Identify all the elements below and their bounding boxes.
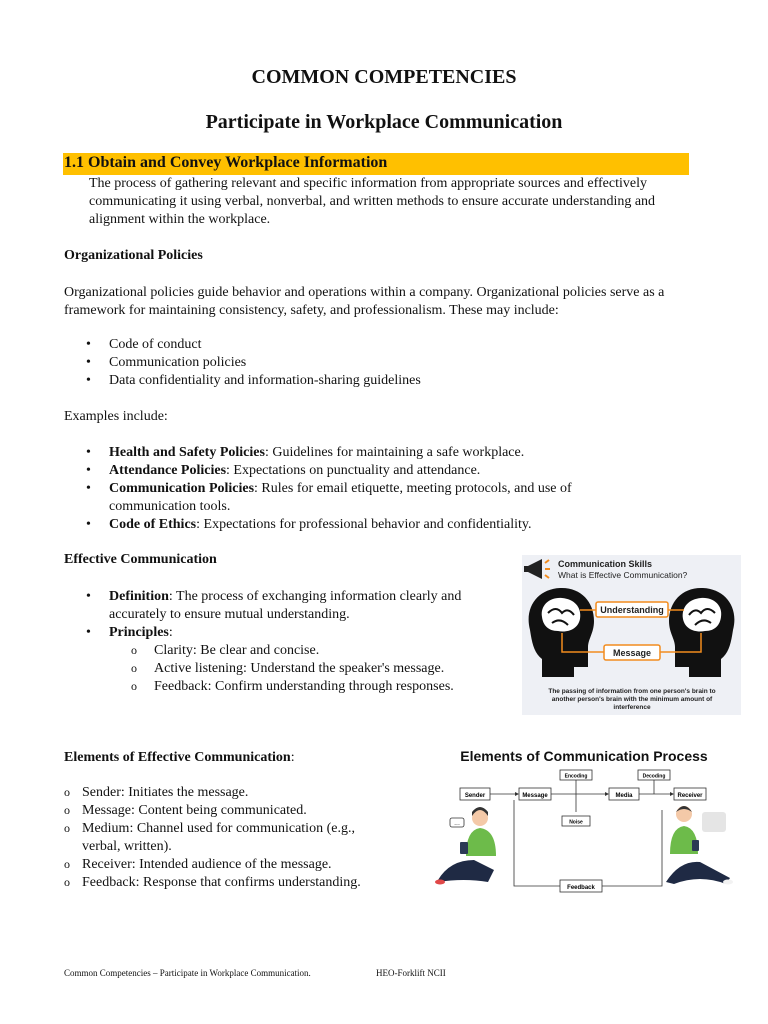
org-policies-heading: Organizational Policies: [64, 248, 203, 263]
list-item: • Communication policies: [64, 354, 684, 372]
list-item: o Message: Content being communicated.: [64, 802, 394, 820]
principles-colon: :: [168, 625, 173, 640]
noise-label: Noise: [569, 819, 583, 826]
section-heading: 1.1 Obtain and Convey Workplace Information: [64, 154, 388, 171]
speech-bubble-text: ...: [454, 820, 460, 827]
example-desc: : Rules for email etiquette, meeting protocols, and use of communication tools.: [109, 481, 572, 514]
receiver-label: Receiver: [677, 793, 703, 799]
left-head-icon: [529, 588, 594, 677]
elements-heading-wrap: [64, 750, 295, 766]
cs-title: Communication Skills: [558, 559, 653, 569]
section-intro: The process of gathering relevant and specific information from appropriate sources and effectively communicating it using verbal, nonverbal, and written methods to ensure accurate understanding and alignment within the workplace.: [89, 176, 656, 227]
list-item: o Medium: Channel used for communication (e.g., verbal, written).: [64, 820, 394, 856]
section-heading-bar: [63, 153, 689, 175]
example-term: Communication Policies: [109, 481, 255, 496]
org-policies-paragraph: Organizational policies guide behavior and operations within a company. Organizational policies serve as a framework for maintaining consistency, safety, and professionalism. These may include:: [64, 285, 665, 318]
example-term: Code of Ethics: [109, 517, 197, 532]
list-item: • Code of conduct: [64, 336, 684, 354]
megaphone-icon: [524, 559, 550, 579]
feedback-label: Feedback: [567, 885, 595, 891]
definition-desc: : The process of exchanging information clearly and accurately to ensure mutual understanding.: [109, 589, 462, 622]
list-item: o Feedback: Confirm understanding through responses.: [64, 678, 514, 696]
list-item: [64, 462, 634, 480]
example-desc: : Expectations for professional behavior and confidentiality.: [196, 517, 532, 532]
list-item: o Receiver: Intended audience of the message.: [64, 856, 394, 874]
list-item: [64, 516, 634, 534]
message-node-label: Message: [522, 793, 548, 799]
list-item: o Sender: Initiates the message.: [64, 784, 394, 802]
page-title: COMMON COMPETENCIES: [251, 66, 517, 88]
definition-term: Definition: [109, 589, 169, 604]
principles-list: [64, 642, 514, 696]
understanding-label: Understanding: [600, 605, 664, 615]
list-item: o Active listening: Understand the speaker's message.: [64, 660, 514, 678]
footer-left: Common Competencies – Participate in Workplace Communication.: [64, 968, 311, 978]
communication-process-image: [430, 742, 738, 900]
cs-caption-line: interference: [613, 704, 651, 711]
example-desc: : Guidelines for maintaining a safe workplace.: [264, 445, 525, 460]
org-policies-list: [64, 336, 684, 390]
example-desc: : Expectations on punctuality and attendance.: [226, 463, 481, 478]
encoding-label: Encoding: [564, 773, 588, 780]
list-item: [64, 444, 634, 462]
sender-person-icon: [435, 807, 496, 885]
principles-term: Principles: [109, 625, 169, 640]
page-subtitle: Participate in Workplace Communication: [205, 111, 563, 133]
example-term: Health and Safety Policies: [109, 445, 265, 460]
elements-list: [64, 784, 394, 892]
effective-heading: Effective Communication: [64, 552, 217, 567]
communication-skills-image: [522, 555, 741, 715]
message-label: Message: [612, 648, 652, 658]
footer-right: HEO-Forklift NCII: [376, 968, 446, 978]
examples-label: Examples include:: [64, 409, 168, 424]
list-item: o Feedback: Response that confirms understanding.: [64, 874, 394, 892]
elements-heading: Elements of Effective Communication: [64, 750, 291, 765]
cs-caption-line: The passing of information from one person's brain to: [548, 688, 716, 695]
media-label: Media: [615, 793, 633, 799]
effective-list: [64, 588, 504, 642]
list-item: [64, 588, 504, 624]
receiver-person-icon: [666, 806, 733, 885]
list-item: • Data confidentiality and information-sharing guidelines: [64, 372, 684, 390]
ep-title: Elements of Communication Process: [460, 748, 708, 764]
sender-label: Sender: [464, 793, 486, 799]
decoding-label: Decoding: [642, 773, 666, 780]
list-item: [64, 624, 504, 642]
cs-subtitle: What is Effective Communication?: [558, 570, 688, 580]
examples-list: [64, 444, 634, 534]
example-term: Attendance Policies: [109, 463, 227, 478]
list-item: o Clarity: Be clear and concise.: [64, 642, 514, 660]
right-head-icon: [669, 588, 734, 677]
list-item: [64, 480, 634, 516]
elements-heading-colon: :: [290, 750, 295, 765]
cs-caption-line: another person's brain with the minimum amount of: [551, 696, 713, 703]
